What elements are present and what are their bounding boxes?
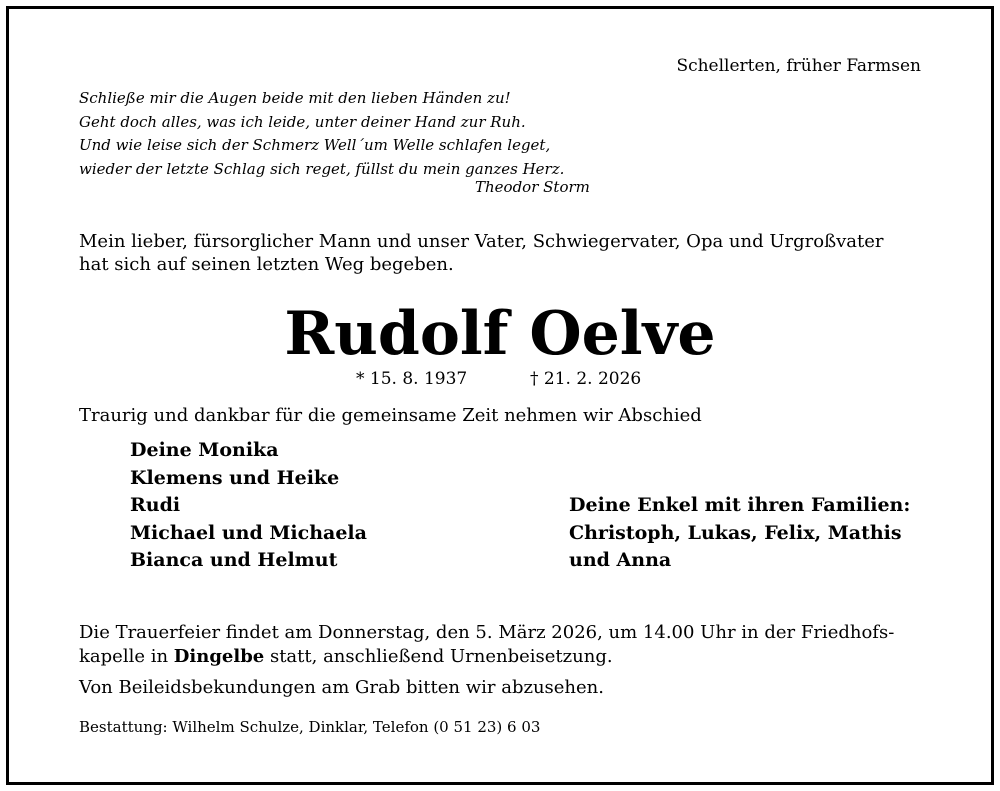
- family-member: Michael und Michaela: [130, 521, 367, 544]
- condolence-note: Von Beileidsbekundungen am Grab bitten wir abzusehen.: [79, 677, 604, 698]
- service-text: statt, anschließend Urnenbeisetzung.: [264, 646, 613, 667]
- family-member: Rudi: [130, 494, 181, 516]
- poem-author: Theodor Storm: [475, 178, 590, 196]
- poem-line: Geht doch alles, was ich leide, unter deiner Hand zur Ruh.: [79, 112, 526, 131]
- poem: [79, 87, 564, 181]
- family-member: Bianca und Helmut: [130, 549, 338, 571]
- family-list-left: [130, 437, 367, 575]
- service-line: [79, 645, 894, 669]
- deceased-name: Rudolf Oelve: [284, 299, 716, 369]
- grandchildren-names: und Anna: [569, 549, 672, 571]
- service-info: [79, 621, 894, 669]
- service-text: kapelle in: [79, 646, 174, 667]
- poem-line: wieder der letzte Schlag sich reget, füllst du mein ganzes Herz.: [79, 159, 565, 178]
- grandchildren-heading: Deine Enkel mit ihren Familien:: [569, 494, 911, 516]
- poem-line: Und wie leise sich der Schmerz Well´um Welle schlafen leget,: [79, 136, 551, 154]
- intro-line: Mein lieber, fürsorglicher Mann und unser Vater, Schwiegervater, Opa und Urgroßvater: [79, 231, 884, 252]
- grandchildren-names: Christoph, Lukas, Felix, Mathis: [569, 521, 902, 544]
- intro-text: [79, 230, 884, 276]
- intro-line: hat sich auf seinen letzten Weg begeben.: [79, 254, 454, 275]
- service-place: Dingelbe: [173, 646, 265, 667]
- poem-line: Schließe mir die Augen beide mit den lieben Händen zu!: [79, 89, 511, 107]
- undertaker-info: Bestattung: Wilhelm Schulze, Dinklar, Telefon (0 51 23) 6 03: [79, 718, 541, 736]
- location: Schellerten, früher Farmsen: [676, 56, 921, 76]
- family-member: Klemens und Heike: [130, 466, 340, 489]
- birth-date: * 15. 8. 1937: [356, 369, 468, 389]
- farewell-text: Traurig und dankbar für die gemeinsame Zeit nehmen wir Abschied: [79, 405, 702, 426]
- family-list-right: [569, 492, 910, 575]
- death-date: † 21. 2. 2026: [530, 369, 642, 389]
- service-line: Die Trauerfeier findet am Donnerstag, den 5. März 2026, um 14.00 Uhr in der Friedhofs-: [79, 622, 895, 643]
- family-member: Deine Monika: [130, 439, 279, 461]
